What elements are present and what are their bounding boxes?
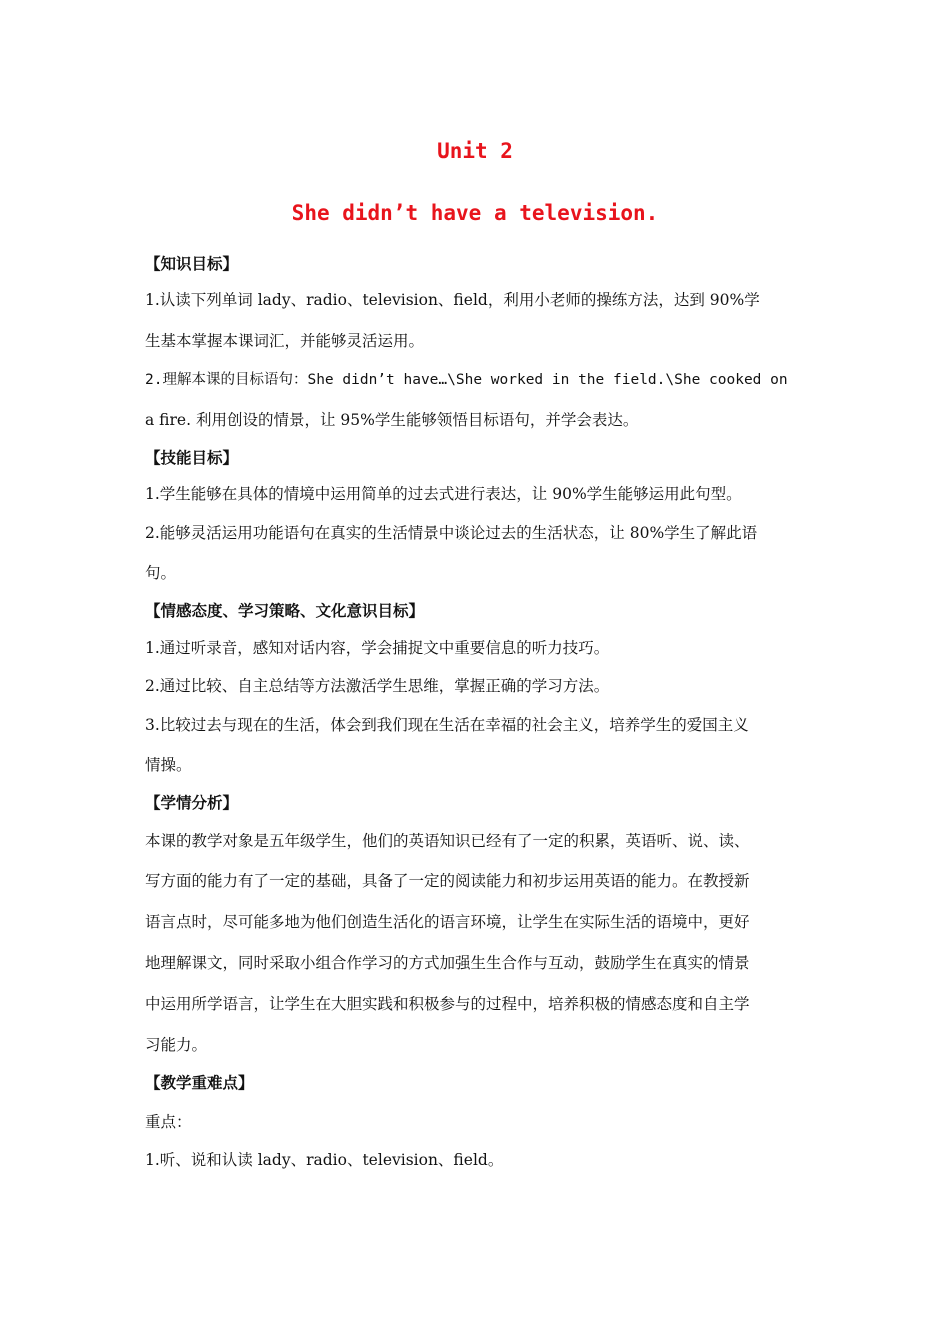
paragraph-line: 地理解课文，同时采取小组合作学习的方式加强生生合作与互动，鼓励学生在真实的情景 — [145, 954, 750, 972]
document-title: Unit 2 — [437, 139, 513, 163]
paragraph-line: 2.通过比较、自主总结等方法激活学生思维，掌握正确的学习方法。 — [145, 677, 610, 695]
paragraph-line: 生基本掌握本课词汇，并能够灵活运用。 — [145, 332, 425, 350]
section-heading-attitude-goals: 【情感态度、学习策略、文化意识目标】 — [145, 601, 425, 620]
paragraph-line: 1.认读下列单词 lady、radio、television、field，利用小老师的操练方法，达到 90%学 — [145, 291, 760, 309]
paragraph-line: 重点： — [145, 1113, 192, 1131]
paragraph-line: 情操。 — [145, 756, 192, 774]
paragraph-line: 2.理解本课的目标语句：She didn’t have…\She worked in the field.\She cooked on — [145, 372, 788, 388]
paragraph-line: 3.比较过去与现在的生活，体会到我们现在生活在幸福的社会主义，培养学生的爱国主义 — [145, 716, 749, 734]
paragraph-line: 习能力。 — [145, 1036, 208, 1054]
section-heading-knowledge-goals: 【知识目标】 — [145, 254, 239, 273]
section-heading-skill-goals: 【技能目标】 — [145, 448, 239, 467]
paragraph-line: 本课的教学对象是五年级学生，他们的英语知识已经有了一定的积累，英语听、说、读、 — [145, 832, 750, 850]
paragraph-line: 1.学生能够在具体的情境中运用简单的过去式进行表达，让 90%学生能够运用此句型。 — [145, 485, 742, 503]
section-heading-learner-analysis: 【学情分析】 — [145, 793, 239, 812]
paragraph-line: 中运用所学语言，让学生在大胆实践和积极参与的过程中，培养积极的情感态度和自主学 — [145, 995, 750, 1013]
paragraph-line: 写方面的能力有了一定的基础，具备了一定的阅读能力和初步运用英语的能力。在教授新 — [145, 872, 750, 890]
paragraph-line: 1.通过听录音，感知对话内容，学会捕捉文中重要信息的听力技巧。 — [145, 639, 610, 657]
section-heading-key-difficulties: 【教学重难点】 — [145, 1073, 254, 1092]
paragraph-line: 1.听、说和认读 lady、radio、television、field。 — [145, 1151, 504, 1169]
paragraph-line: 2.能够灵活运用功能语句在真实的生活情景中谈论过去的生活状态，让 80%学生了解此语 — [145, 524, 758, 542]
paragraph-line: 语言点时，尽可能多地为他们创造生活化的语言环境，让学生在实际生活的语境中，更好 — [145, 913, 750, 931]
paragraph-line: 句。 — [145, 564, 177, 582]
paragraph-line: a fire. 利用创设的情景，让 95%学生能够领悟目标语句，并学会表达。 — [145, 411, 639, 429]
document-subtitle: She didn’t have a television. — [291, 201, 659, 225]
